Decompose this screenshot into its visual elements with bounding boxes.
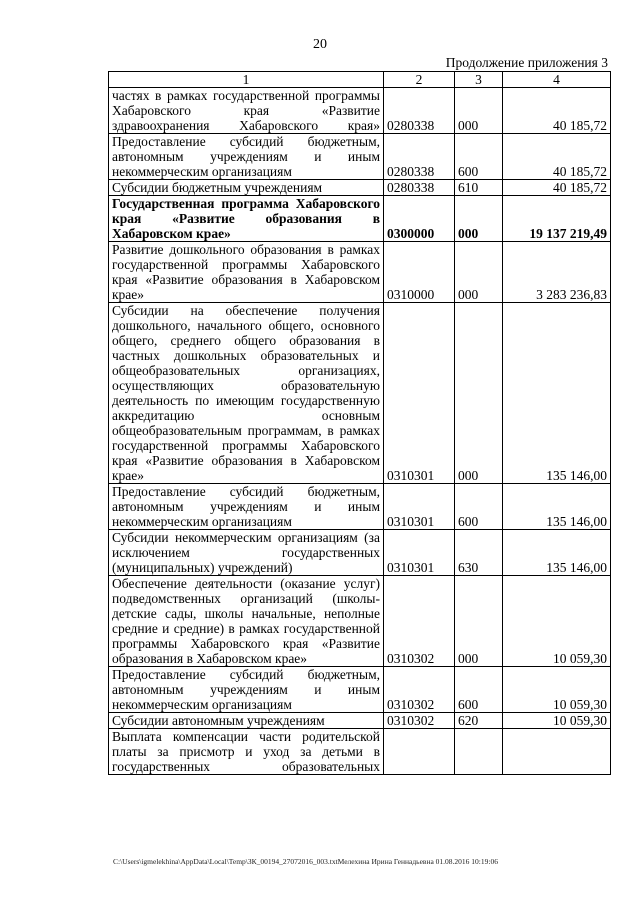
row-code: 0280338 (384, 88, 455, 134)
table-row (109, 196, 611, 242)
table-header-row (109, 72, 611, 88)
row-code (384, 729, 455, 775)
table-row (109, 180, 611, 196)
row-name: Развитие дошкольного образования в рамках государственной программы Хабаровского края «Развитие образования в Хабаровском крае» (109, 242, 384, 303)
row-amount: 10 059,30 (503, 576, 611, 667)
row-type: 000 (455, 576, 503, 667)
row-type: 630 (455, 530, 503, 576)
table-row (109, 530, 611, 576)
row-amount: 40 185,72 (503, 134, 611, 180)
row-amount: 40 185,72 (503, 180, 611, 196)
continuation-label: Продолжение приложения 3 (445, 55, 608, 70)
row-amount: 135 146,00 (503, 530, 611, 576)
row-amount: 10 059,30 (503, 667, 611, 713)
row-name: Субсидии бюджетным учреждениям (109, 180, 384, 196)
row-code: 0310302 (384, 713, 455, 729)
column-header: 3 (455, 72, 503, 88)
row-amount: 19 137 219,49 (503, 196, 611, 242)
footer-file-path: C:\Users\igmelekhina\AppData\Local\Temp\ЗК_00194_27072016_003.txtМелехина Ирина Геннадьевна 01.08.2016 10:19:06 (113, 857, 498, 866)
table-row (109, 303, 611, 484)
table-row (109, 88, 611, 134)
table-row (109, 729, 611, 775)
row-name: Субсидии некоммерческим организациям (за исключением государственных (муниципальных) учреждений) (109, 530, 384, 576)
row-type: 000 (455, 88, 503, 134)
page-number: 20 (313, 37, 327, 52)
row-name: Предоставление субсидий бюджетным, автономным учреждениям и иным некоммерческим организациям (109, 667, 384, 713)
row-type: 600 (455, 667, 503, 713)
row-code: 0310302 (384, 576, 455, 667)
row-code: 0310302 (384, 667, 455, 713)
column-header: 2 (384, 72, 455, 88)
row-amount: 10 059,30 (503, 713, 611, 729)
column-header: 4 (503, 72, 611, 88)
row-amount: 3 283 236,83 (503, 242, 611, 303)
row-name: Предоставление субсидий бюджетным, автономным учреждениям и иным некоммерческим организациям (109, 484, 384, 530)
row-type: 000 (455, 242, 503, 303)
budget-table (108, 71, 611, 775)
row-amount (503, 729, 611, 775)
row-name: Предоставление субсидий бюджетным, автономным учреждениям и иным некоммерческим организациям (109, 134, 384, 180)
row-type: 600 (455, 484, 503, 530)
row-name: частях в рамках государственной программы Хабаровского края «Развитие здравоохранения Хабаровского края» (109, 88, 384, 134)
row-name: Государственная программа Хабаровского края «Развитие образования в Хабаровском крае» (109, 196, 384, 242)
row-code: 0280338 (384, 134, 455, 180)
row-name: Субсидии на обеспечение получения дошкольного, начального общего, основного общего, среднего общего образования в частных дошкольных образовательных и общеобразовательных организациях, осуществляющих образовательную деятельность по имеющим государственную аккредитацию основным общеобразовательным программам, в рамках государственной программы Хабаровского края «Развитие образования в Хабаровском крае» (109, 303, 384, 484)
table-row (109, 667, 611, 713)
table-row (109, 134, 611, 180)
row-type (455, 729, 503, 775)
table-row (109, 484, 611, 530)
row-amount: 40 185,72 (503, 88, 611, 134)
row-name: Субсидии автономным учреждениям (109, 713, 384, 729)
row-name: Выплата компенсации части родительской платы за присмотр и уход за детьми в государственных образовательных (109, 729, 384, 775)
row-code: 0280338 (384, 180, 455, 196)
row-type: 620 (455, 713, 503, 729)
row-type: 000 (455, 196, 503, 242)
column-header: 1 (109, 72, 384, 88)
row-code: 0310301 (384, 484, 455, 530)
row-code: 0310301 (384, 530, 455, 576)
row-amount: 135 146,00 (503, 303, 611, 484)
table-row (109, 242, 611, 303)
row-code: 0310301 (384, 303, 455, 484)
row-type: 600 (455, 134, 503, 180)
row-type: 610 (455, 180, 503, 196)
row-code: 0310000 (384, 242, 455, 303)
row-amount: 135 146,00 (503, 484, 611, 530)
table-row (109, 713, 611, 729)
row-name: Обеспечение деятельности (оказание услуг) подведомственных организаций (школы-детские сады, школы начальные, неполные средние и средние) в рамках государственной программы Хабаровского края «Развитие образования в Хабаровском крае» (109, 576, 384, 667)
row-code: 0300000 (384, 196, 455, 242)
row-type: 000 (455, 303, 503, 484)
table-row (109, 576, 611, 667)
